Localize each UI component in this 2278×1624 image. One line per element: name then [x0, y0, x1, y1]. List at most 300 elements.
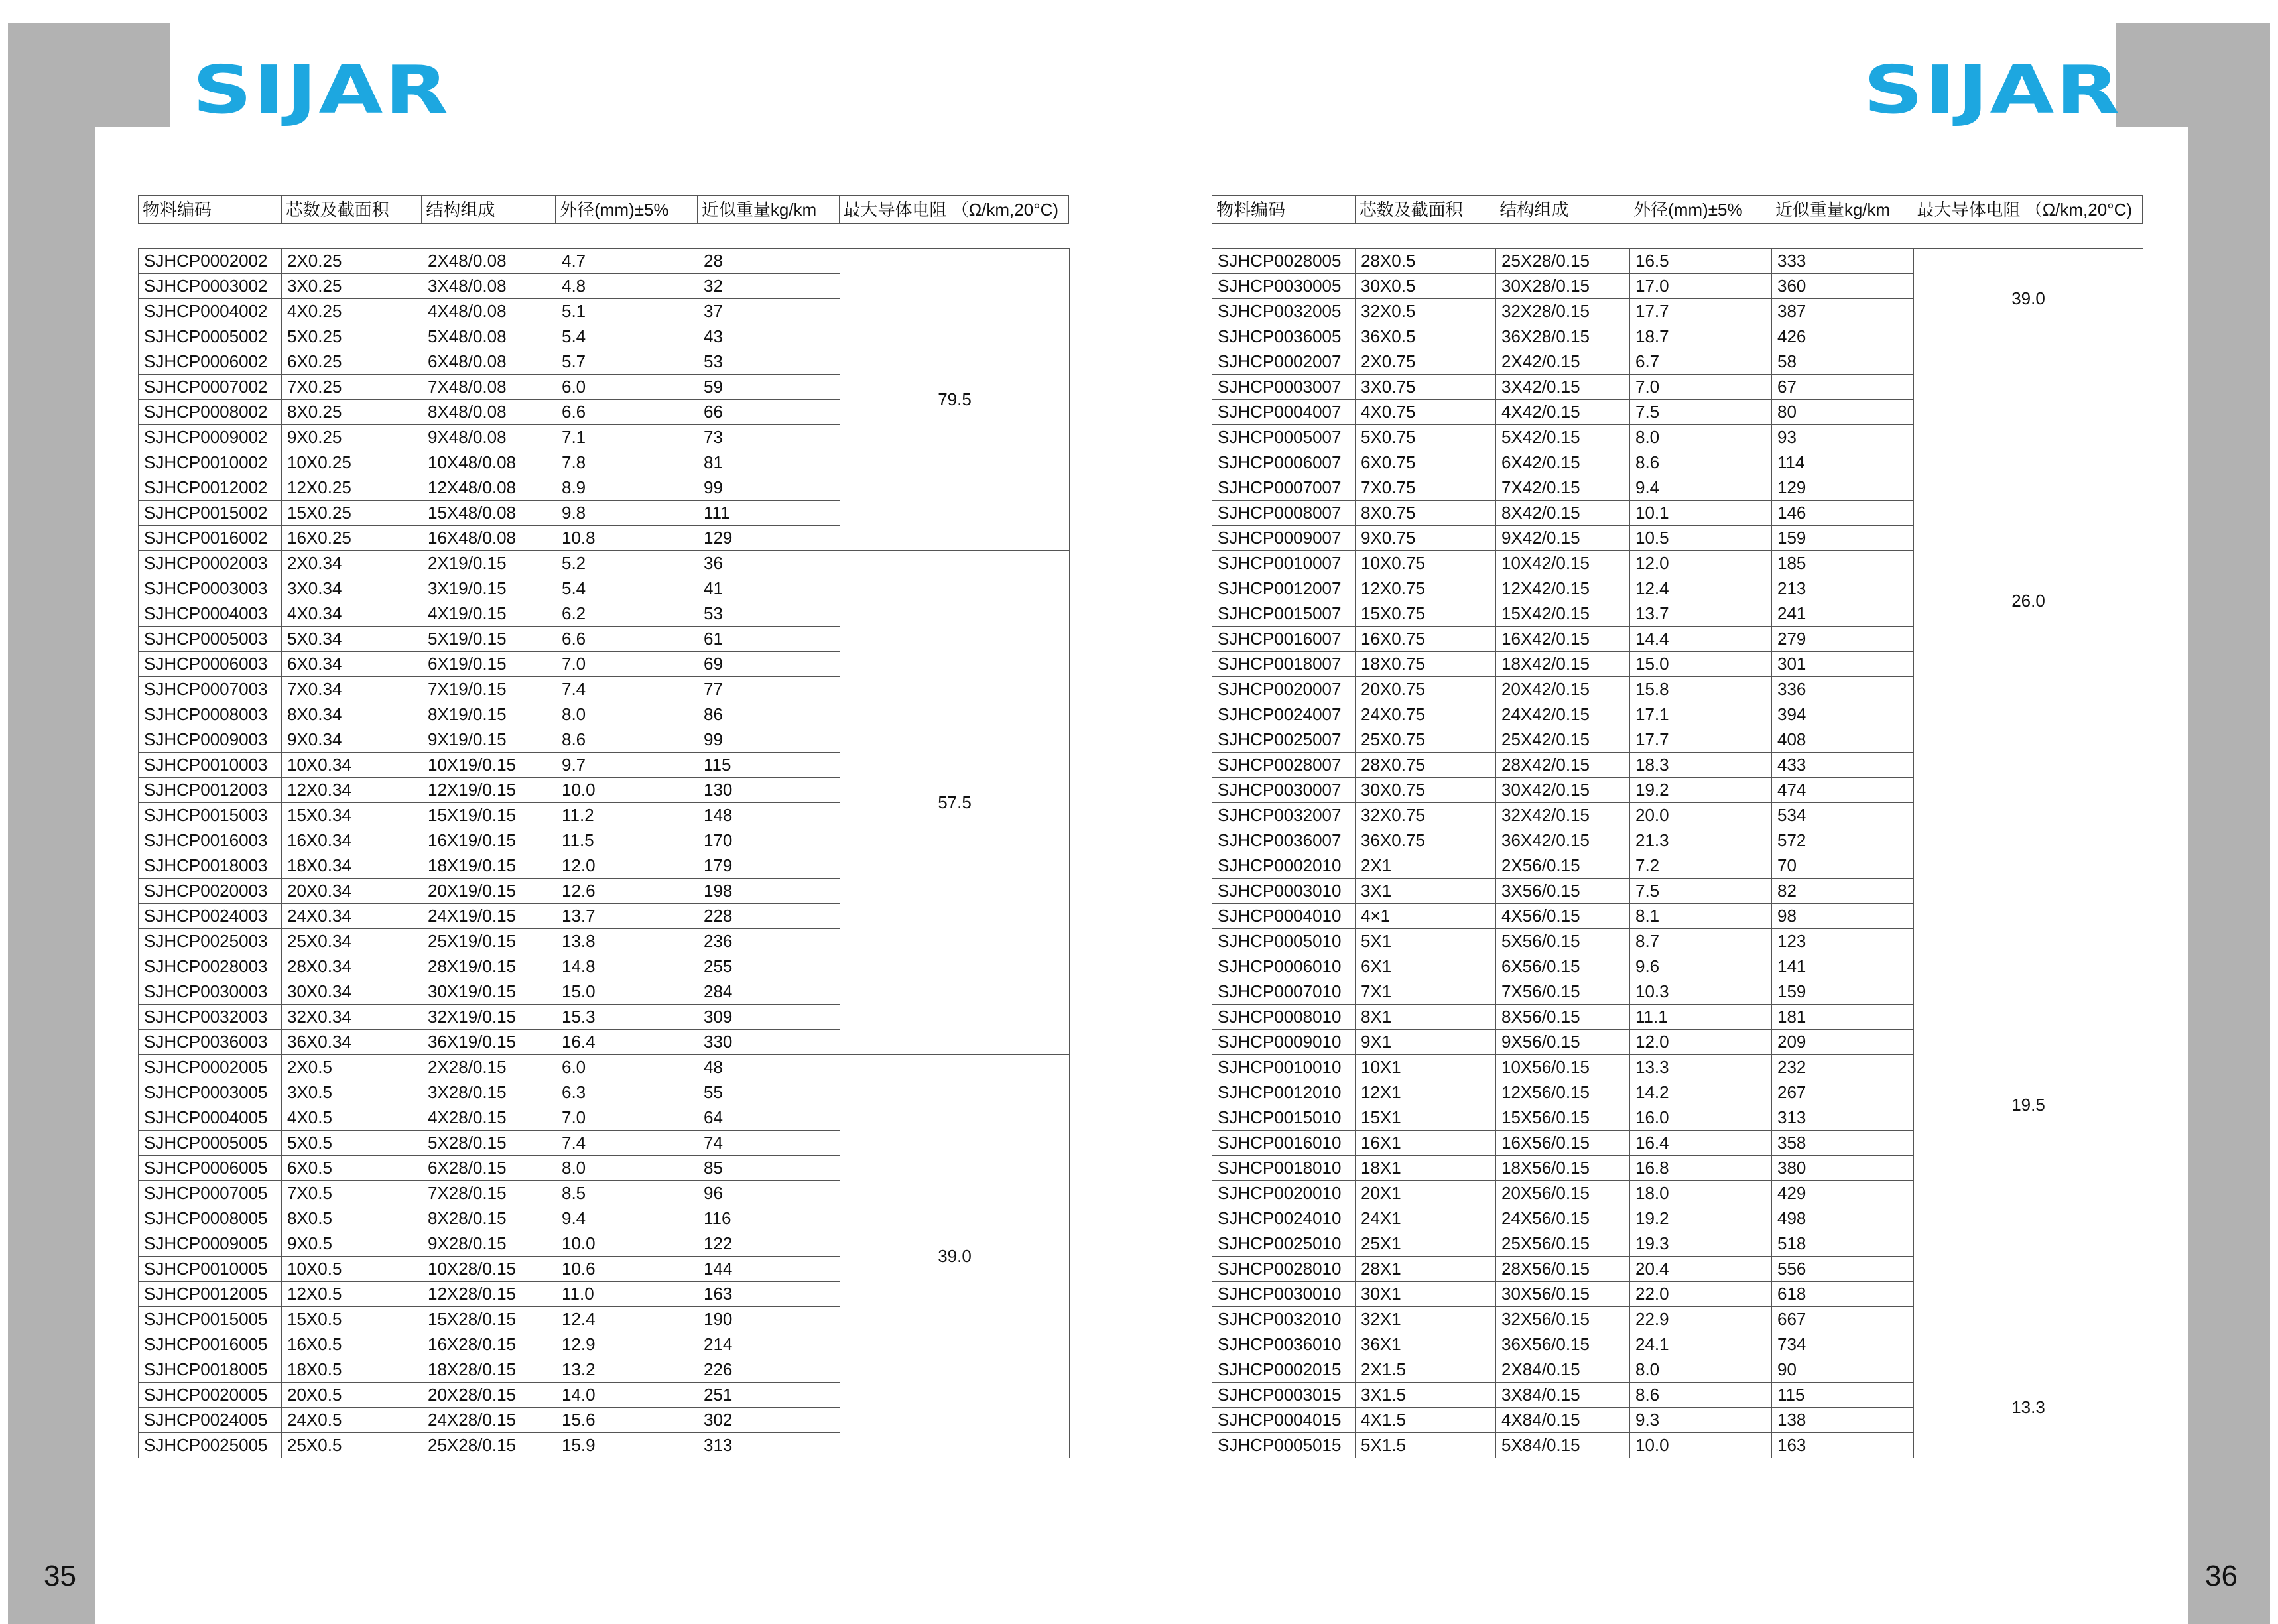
material-code-cell: SJHCP0005010	[1212, 929, 1356, 954]
weight-cell: 58	[1772, 349, 1914, 375]
structure-cell: 16X56/0.15	[1496, 1131, 1630, 1156]
outer-diameter-cell: 7.0	[556, 652, 698, 677]
structure-cell: 30X56/0.15	[1496, 1282, 1630, 1307]
cores-section-cell: 5X0.75	[1356, 425, 1496, 450]
outer-diameter-cell: 20.0	[1630, 803, 1772, 828]
weight-cell: 309	[698, 1005, 840, 1030]
structure-cell: 6X19/0.15	[422, 652, 556, 677]
weight-cell: 144	[698, 1257, 840, 1282]
weight-cell: 313	[698, 1433, 840, 1458]
material-code-cell: SJHCP0008010	[1212, 1005, 1356, 1030]
outer-diameter-cell: 16.5	[1630, 249, 1772, 274]
structure-cell: 32X56/0.15	[1496, 1307, 1630, 1332]
weight-cell: 556	[1772, 1257, 1914, 1282]
material-code-cell: SJHCP0009010	[1212, 1030, 1356, 1055]
weight-cell: 198	[698, 879, 840, 904]
right-frame-top-bar	[2116, 23, 2270, 127]
weight-cell: 360	[1772, 274, 1914, 299]
structure-cell: 2X28/0.15	[422, 1055, 556, 1080]
cores-section-cell: 28X0.5	[1356, 249, 1496, 274]
material-code-cell: SJHCP0008007	[1212, 501, 1356, 526]
structure-cell: 7X19/0.15	[422, 677, 556, 702]
weight-cell: 129	[698, 526, 840, 551]
structure-cell: 20X28/0.15	[422, 1383, 556, 1408]
weight-cell: 734	[1772, 1332, 1914, 1357]
weight-cell: 163	[1772, 1433, 1914, 1458]
structure-cell: 25X28/0.15	[422, 1433, 556, 1458]
outer-diameter-cell: 8.6	[1630, 1383, 1772, 1408]
material-code-cell: SJHCP0002015	[1212, 1357, 1356, 1383]
material-code-cell: SJHCP0024003	[139, 904, 282, 929]
weight-cell: 138	[1772, 1408, 1914, 1433]
weight-cell: 90	[1772, 1357, 1914, 1383]
cores-section-cell: 15X0.34	[282, 803, 422, 828]
header-structure: 结构组成	[1495, 196, 1629, 223]
weight-cell: 70	[1772, 853, 1914, 879]
structure-cell: 24X28/0.15	[422, 1408, 556, 1433]
structure-cell: 18X28/0.15	[422, 1357, 556, 1383]
weight-cell: 115	[1772, 1383, 1914, 1408]
cores-section-cell: 30X0.5	[1356, 274, 1496, 299]
outer-diameter-cell: 6.6	[556, 627, 698, 652]
outer-diameter-cell: 4.8	[556, 274, 698, 299]
structure-cell: 4X48/0.08	[422, 299, 556, 324]
material-code-cell: SJHCP0004003	[139, 601, 282, 627]
header-material-code: 物料编码	[139, 196, 282, 223]
weight-cell: 667	[1772, 1307, 1914, 1332]
structure-cell: 28X42/0.15	[1496, 753, 1630, 778]
cores-section-cell: 24X0.34	[282, 904, 422, 929]
structure-cell: 7X42/0.15	[1496, 475, 1630, 501]
weight-cell: 518	[1772, 1231, 1914, 1257]
structure-cell: 9X56/0.15	[1496, 1030, 1630, 1055]
material-code-cell: SJHCP0006005	[139, 1156, 282, 1181]
structure-cell: 3X28/0.15	[422, 1080, 556, 1105]
material-code-cell: SJHCP0006010	[1212, 954, 1356, 979]
outer-diameter-cell: 7.4	[556, 1131, 698, 1156]
cores-section-cell: 25X0.34	[282, 929, 422, 954]
max-resistance-cell: 79.5	[840, 249, 1070, 551]
weight-cell: 301	[1772, 652, 1914, 677]
material-code-cell: SJHCP0028010	[1212, 1257, 1356, 1282]
material-code-cell: SJHCP0009003	[139, 727, 282, 753]
outer-diameter-cell: 13.7	[556, 904, 698, 929]
outer-diameter-cell: 5.7	[556, 349, 698, 375]
cores-section-cell: 24X0.5	[282, 1408, 422, 1433]
cores-section-cell: 3X0.25	[282, 274, 422, 299]
material-code-cell: SJHCP0028007	[1212, 753, 1356, 778]
outer-diameter-cell: 17.7	[1630, 299, 1772, 324]
outer-diameter-cell: 7.4	[556, 677, 698, 702]
structure-cell: 4X28/0.15	[422, 1105, 556, 1131]
cores-section-cell: 9X0.34	[282, 727, 422, 753]
outer-diameter-cell: 9.4	[556, 1206, 698, 1231]
right-frame-vertical-bar	[2188, 23, 2270, 1624]
material-code-cell: SJHCP0030005	[1212, 274, 1356, 299]
structure-cell: 12X56/0.15	[1496, 1080, 1630, 1105]
left-table-header	[138, 195, 1069, 224]
cores-section-cell: 6X0.75	[1356, 450, 1496, 475]
cores-section-cell: 3X1	[1356, 879, 1496, 904]
material-code-cell: SJHCP0012010	[1212, 1080, 1356, 1105]
cores-section-cell: 8X0.25	[282, 400, 422, 425]
weight-cell: 36	[698, 551, 840, 576]
outer-diameter-cell: 11.0	[556, 1282, 698, 1307]
material-code-cell: SJHCP0003007	[1212, 375, 1356, 400]
material-code-cell: SJHCP0010007	[1212, 551, 1356, 576]
cores-section-cell: 5X0.25	[282, 324, 422, 349]
structure-cell: 5X42/0.15	[1496, 425, 1630, 450]
material-code-cell: SJHCP0028005	[1212, 249, 1356, 274]
cores-section-cell: 15X1	[1356, 1105, 1496, 1131]
cores-section-cell: 5X0.34	[282, 627, 422, 652]
weight-cell: 43	[698, 324, 840, 349]
weight-cell: 129	[1772, 475, 1914, 501]
outer-diameter-cell: 7.1	[556, 425, 698, 450]
structure-cell: 6X42/0.15	[1496, 450, 1630, 475]
outer-diameter-cell: 11.2	[556, 803, 698, 828]
material-code-cell: SJHCP0005002	[139, 324, 282, 349]
weight-cell: 99	[698, 475, 840, 501]
cores-section-cell: 36X1	[1356, 1332, 1496, 1357]
weight-cell: 82	[1772, 879, 1914, 904]
weight-cell: 96	[698, 1181, 840, 1206]
weight-cell: 426	[1772, 324, 1914, 349]
cores-section-cell: 4X0.34	[282, 601, 422, 627]
material-code-cell: SJHCP0010005	[139, 1257, 282, 1282]
weight-cell: 159	[1772, 979, 1914, 1005]
weight-cell: 358	[1772, 1131, 1914, 1156]
weight-cell: 163	[698, 1282, 840, 1307]
structure-cell: 15X19/0.15	[422, 803, 556, 828]
cores-section-cell: 15X0.25	[282, 501, 422, 526]
cores-section-cell: 3X0.75	[1356, 375, 1496, 400]
cores-section-cell: 30X0.75	[1356, 778, 1496, 803]
material-code-cell: SJHCP0010010	[1212, 1055, 1356, 1080]
weight-cell: 241	[1772, 601, 1914, 627]
material-code-cell: SJHCP0015003	[139, 803, 282, 828]
material-code-cell: SJHCP0002002	[139, 249, 282, 274]
structure-cell: 28X56/0.15	[1496, 1257, 1630, 1282]
weight-cell: 408	[1772, 727, 1914, 753]
cores-section-cell: 6X0.25	[282, 349, 422, 375]
cores-section-cell: 32X0.5	[1356, 299, 1496, 324]
structure-cell: 15X56/0.15	[1496, 1105, 1630, 1131]
weight-cell: 99	[698, 727, 840, 753]
left-spec-table	[138, 248, 1070, 1458]
material-code-cell: SJHCP0030010	[1212, 1282, 1356, 1307]
cores-section-cell: 2X0.34	[282, 551, 422, 576]
material-code-cell: SJHCP0012003	[139, 778, 282, 803]
material-code-cell: SJHCP0016002	[139, 526, 282, 551]
outer-diameter-cell: 12.0	[1630, 551, 1772, 576]
material-code-cell: SJHCP0008002	[139, 400, 282, 425]
weight-cell: 251	[698, 1383, 840, 1408]
cores-section-cell: 28X0.34	[282, 954, 422, 979]
outer-diameter-cell: 8.5	[556, 1181, 698, 1206]
cores-section-cell: 10X1	[1356, 1055, 1496, 1080]
outer-diameter-cell: 17.0	[1630, 274, 1772, 299]
material-code-cell: SJHCP0003015	[1212, 1383, 1356, 1408]
outer-diameter-cell: 13.7	[1630, 601, 1772, 627]
table-row	[139, 249, 1070, 274]
structure-cell: 32X19/0.15	[422, 1005, 556, 1030]
cores-section-cell: 32X0.75	[1356, 803, 1496, 828]
weight-cell: 115	[698, 753, 840, 778]
cores-section-cell: 4X1.5	[1356, 1408, 1496, 1433]
material-code-cell: SJHCP0007003	[139, 677, 282, 702]
outer-diameter-cell: 10.0	[556, 778, 698, 803]
outer-diameter-cell: 10.6	[556, 1257, 698, 1282]
outer-diameter-cell: 10.8	[556, 526, 698, 551]
weight-cell: 159	[1772, 526, 1914, 551]
material-code-cell: SJHCP0020007	[1212, 677, 1356, 702]
cores-section-cell: 2X1	[1356, 853, 1496, 879]
weight-cell: 333	[1772, 249, 1914, 274]
outer-diameter-cell: 13.8	[556, 929, 698, 954]
cores-section-cell: 18X0.5	[282, 1357, 422, 1383]
max-resistance-cell: 19.5	[1914, 853, 2143, 1357]
material-code-cell: SJHCP0020003	[139, 879, 282, 904]
outer-diameter-cell: 12.4	[556, 1307, 698, 1332]
outer-diameter-cell: 11.1	[1630, 1005, 1772, 1030]
outer-diameter-cell: 7.2	[1630, 853, 1772, 879]
cores-section-cell: 12X0.25	[282, 475, 422, 501]
structure-cell: 25X19/0.15	[422, 929, 556, 954]
outer-diameter-cell: 16.8	[1630, 1156, 1772, 1181]
structure-cell: 12X19/0.15	[422, 778, 556, 803]
outer-diameter-cell: 14.4	[1630, 627, 1772, 652]
structure-cell: 2X48/0.08	[422, 249, 556, 274]
weight-cell: 181	[1772, 1005, 1914, 1030]
structure-cell: 30X28/0.15	[1496, 274, 1630, 299]
structure-cell: 5X19/0.15	[422, 627, 556, 652]
cores-section-cell: 5X1	[1356, 929, 1496, 954]
structure-cell: 12X48/0.08	[422, 475, 556, 501]
outer-diameter-cell: 10.5	[1630, 526, 1772, 551]
structure-cell: 3X56/0.15	[1496, 879, 1630, 904]
cores-section-cell: 16X0.5	[282, 1332, 422, 1357]
left-frame-top-bar	[8, 23, 170, 127]
structure-cell: 18X42/0.15	[1496, 652, 1630, 677]
material-code-cell: SJHCP0008005	[139, 1206, 282, 1231]
structure-cell: 10X19/0.15	[422, 753, 556, 778]
cores-section-cell: 20X0.75	[1356, 677, 1496, 702]
weight-cell: 55	[698, 1080, 840, 1105]
weight-cell: 336	[1772, 677, 1914, 702]
weight-cell: 85	[698, 1156, 840, 1181]
outer-diameter-cell: 7.5	[1630, 879, 1772, 904]
outer-diameter-cell: 9.8	[556, 501, 698, 526]
header-outer-diameter: 外径(mm)±5%	[556, 196, 698, 223]
weight-cell: 232	[1772, 1055, 1914, 1080]
header-structure: 结构组成	[422, 196, 556, 223]
material-code-cell: SJHCP0024005	[139, 1408, 282, 1433]
structure-cell: 8X42/0.15	[1496, 501, 1630, 526]
weight-cell: 279	[1772, 627, 1914, 652]
cores-section-cell: 28X0.75	[1356, 753, 1496, 778]
page-number-left: 35	[44, 1560, 76, 1592]
structure-cell: 25X56/0.15	[1496, 1231, 1630, 1257]
header-max-resistance: 最大导体电阻 （Ω/km,20°C)	[1917, 200, 2133, 219]
outer-diameter-cell: 10.0	[556, 1231, 698, 1257]
structure-cell: 9X19/0.15	[422, 727, 556, 753]
outer-diameter-cell: 10.3	[1630, 979, 1772, 1005]
material-code-cell: SJHCP0016010	[1212, 1131, 1356, 1156]
material-code-cell: SJHCP0018010	[1212, 1156, 1356, 1181]
cores-section-cell: 5X1.5	[1356, 1433, 1496, 1458]
outer-diameter-cell: 20.4	[1630, 1257, 1772, 1282]
structure-cell: 6X28/0.15	[422, 1156, 556, 1181]
structure-cell: 10X48/0.08	[422, 450, 556, 475]
material-code-cell: SJHCP0006007	[1212, 450, 1356, 475]
structure-cell: 10X56/0.15	[1496, 1055, 1630, 1080]
cores-section-cell: 7X0.34	[282, 677, 422, 702]
outer-diameter-cell: 6.0	[556, 1055, 698, 1080]
outer-diameter-cell: 16.0	[1630, 1105, 1772, 1131]
outer-diameter-cell: 8.7	[1630, 929, 1772, 954]
cores-section-cell: 32X0.34	[282, 1005, 422, 1030]
structure-cell: 12X28/0.15	[422, 1282, 556, 1307]
weight-cell: 67	[1772, 375, 1914, 400]
weight-cell: 61	[698, 627, 840, 652]
material-code-cell: SJHCP0002010	[1212, 853, 1356, 879]
structure-cell: 6X56/0.15	[1496, 954, 1630, 979]
weight-cell: 572	[1772, 828, 1914, 853]
material-code-cell: SJHCP0030007	[1212, 778, 1356, 803]
weight-cell: 387	[1772, 299, 1914, 324]
outer-diameter-cell: 15.0	[1630, 652, 1772, 677]
structure-cell: 25X28/0.15	[1496, 249, 1630, 274]
structure-cell: 18X56/0.15	[1496, 1156, 1630, 1181]
max-resistance-cell: 39.0	[1914, 249, 2143, 349]
material-code-cell: SJHCP0025003	[139, 929, 282, 954]
material-code-cell: SJHCP0030003	[139, 979, 282, 1005]
outer-diameter-cell: 17.1	[1630, 702, 1772, 727]
header-material-code: 物料编码	[1212, 196, 1356, 223]
cores-section-cell: 18X0.34	[282, 853, 422, 879]
header-weight: 近似重量kg/km	[1771, 196, 1913, 223]
outer-diameter-cell: 9.7	[556, 753, 698, 778]
material-code-cell: SJHCP0007005	[139, 1181, 282, 1206]
cores-section-cell: 7X0.5	[282, 1181, 422, 1206]
weight-cell: 141	[1772, 954, 1914, 979]
structure-cell: 24X19/0.15	[422, 904, 556, 929]
material-code-cell: SJHCP0024010	[1212, 1206, 1356, 1231]
material-code-cell: SJHCP0010003	[139, 753, 282, 778]
structure-cell: 30X42/0.15	[1496, 778, 1630, 803]
outer-diameter-cell: 18.3	[1630, 753, 1772, 778]
structure-cell: 2X56/0.15	[1496, 853, 1630, 879]
structure-cell: 15X28/0.15	[422, 1307, 556, 1332]
outer-diameter-cell: 14.0	[556, 1383, 698, 1408]
outer-diameter-cell: 19.2	[1630, 778, 1772, 803]
weight-cell: 64	[698, 1105, 840, 1131]
weight-cell: 69	[698, 652, 840, 677]
weight-cell: 66	[698, 400, 840, 425]
outer-diameter-cell: 5.1	[556, 299, 698, 324]
cores-section-cell: 6X1	[1356, 954, 1496, 979]
outer-diameter-cell: 9.6	[1630, 954, 1772, 979]
weight-cell: 122	[698, 1231, 840, 1257]
cores-section-cell: 16X0.25	[282, 526, 422, 551]
weight-cell: 114	[1772, 450, 1914, 475]
structure-cell: 8X48/0.08	[422, 400, 556, 425]
outer-diameter-cell: 15.9	[556, 1433, 698, 1458]
weight-cell: 236	[698, 929, 840, 954]
material-code-cell: SJHCP0005003	[139, 627, 282, 652]
structure-cell: 3X42/0.15	[1496, 375, 1630, 400]
material-code-cell: SJHCP0032007	[1212, 803, 1356, 828]
weight-cell: 48	[698, 1055, 840, 1080]
cores-section-cell: 8X1	[1356, 1005, 1496, 1030]
weight-cell: 214	[698, 1332, 840, 1357]
header-cores-section: 芯数及截面积	[1356, 196, 1496, 223]
cores-section-cell: 36X0.34	[282, 1030, 422, 1055]
cores-section-cell: 6X0.5	[282, 1156, 422, 1181]
weight-cell: 330	[698, 1030, 840, 1055]
cores-section-cell: 9X0.5	[282, 1231, 422, 1257]
material-code-cell: SJHCP0007002	[139, 375, 282, 400]
material-code-cell: SJHCP0025010	[1212, 1231, 1356, 1257]
outer-diameter-cell: 16.4	[1630, 1131, 1772, 1156]
cores-section-cell: 20X0.5	[282, 1383, 422, 1408]
weight-cell: 37	[698, 299, 840, 324]
cores-section-cell: 8X0.75	[1356, 501, 1496, 526]
material-code-cell: SJHCP0004010	[1212, 904, 1356, 929]
material-code-cell: SJHCP0036005	[1212, 324, 1356, 349]
cores-section-cell: 3X0.5	[282, 1080, 422, 1105]
structure-cell: 25X42/0.15	[1496, 727, 1630, 753]
structure-cell: 24X56/0.15	[1496, 1206, 1630, 1231]
weight-cell: 28	[698, 249, 840, 274]
material-code-cell: SJHCP0024007	[1212, 702, 1356, 727]
cores-section-cell: 9X0.75	[1356, 526, 1496, 551]
material-code-cell: SJHCP0007010	[1212, 979, 1356, 1005]
cores-section-cell: 10X0.5	[282, 1257, 422, 1282]
page-number-right: 36	[2205, 1560, 2238, 1592]
outer-diameter-cell: 9.4	[1630, 475, 1772, 501]
structure-cell: 36X42/0.15	[1496, 828, 1630, 853]
outer-diameter-cell: 15.8	[1630, 677, 1772, 702]
material-code-cell: SJHCP0012002	[139, 475, 282, 501]
outer-diameter-cell: 8.0	[1630, 1357, 1772, 1383]
outer-diameter-cell: 7.0	[1630, 375, 1772, 400]
material-code-cell: SJHCP0002005	[139, 1055, 282, 1080]
structure-cell: 8X56/0.15	[1496, 1005, 1630, 1030]
cores-section-cell: 9X0.25	[282, 425, 422, 450]
structure-cell: 5X56/0.15	[1496, 929, 1630, 954]
weight-cell: 313	[1772, 1105, 1914, 1131]
outer-diameter-cell: 5.4	[556, 576, 698, 601]
outer-diameter-cell: 19.2	[1630, 1206, 1772, 1231]
material-code-cell: SJHCP0004015	[1212, 1408, 1356, 1433]
weight-cell: 53	[698, 601, 840, 627]
outer-diameter-cell: 8.1	[1630, 904, 1772, 929]
structure-cell: 9X48/0.08	[422, 425, 556, 450]
material-code-cell: SJHCP0007007	[1212, 475, 1356, 501]
outer-diameter-cell: 8.0	[556, 1156, 698, 1181]
structure-cell: 9X42/0.15	[1496, 526, 1630, 551]
material-code-cell: SJHCP0015010	[1212, 1105, 1356, 1131]
structure-cell: 6X48/0.08	[422, 349, 556, 375]
outer-diameter-cell: 8.0	[1630, 425, 1772, 450]
material-code-cell: SJHCP0005015	[1212, 1433, 1356, 1458]
cores-section-cell: 5X0.5	[282, 1131, 422, 1156]
cores-section-cell: 6X0.34	[282, 652, 422, 677]
outer-diameter-cell: 9.3	[1630, 1408, 1772, 1433]
structure-cell: 5X48/0.08	[422, 324, 556, 349]
